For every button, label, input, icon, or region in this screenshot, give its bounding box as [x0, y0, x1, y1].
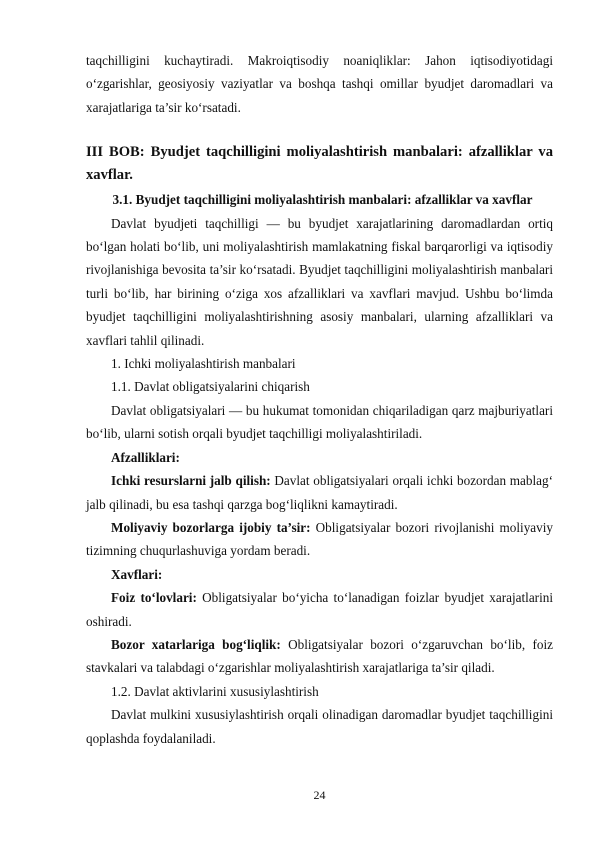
paragraph-bonds-definition: Davlat obligatsiyalari — bu hukumat tomonidan chiqariladigan qarz majburiyatlari bo‘lib, ularni sotish orqali byudjet taqchilligi moliyalashtiriladi. — [86, 402, 553, 442]
chapter-heading: III BOB: Byudjet taqchilligini moliyalashtirish manbalari: afzalliklar va xavflar. — [86, 144, 553, 183]
paragraph-privatization: Davlat mulkini xususiylashtirish orqali olinadigan daromadlar byudjet taqchilligini qoplashda foydalaniladi. — [86, 707, 553, 746]
list-item-government-bonds: 1.1. Davlat obligatsiyalarini chiqarish — [111, 379, 310, 395]
risk-term: Bozor xatarlariga bog‘liqlik: — [111, 636, 281, 652]
risk-term: Foiz to‘lovlari: — [111, 590, 197, 606]
risk-text: Obligatsiyalar bo‘yicha to‘lanadigan foizlar byudjet xarajatlarini oshiradi. — [86, 590, 554, 629]
advantages-heading-text: Afzalliklari: — [111, 449, 180, 465]
list-item-privatization: 1.2. Davlat aktivlarini xususiylashtirish — [111, 683, 319, 699]
risks-heading — [86, 563, 553, 586]
paragraph-continuation: taqchilligini kuchaytiradi. Makroiqtisodiy noaniqliklar: Jahon iqtisodiyotidagi o‘zgarishlar, geosiyosiy vaziyatlar va boshqa tashqi omillar byudjet daromadlari va xarajatlariga ta’sir ko‘rsatadi. — [86, 53, 553, 115]
risk-item — [86, 586, 553, 633]
paragraph-intro: Davlat byudjeti taqchilligi — bu byudjet xarajatlarining daromadlardan ortiq bo‘lgan holati bo‘lib, uni moliyalashtirish mamlakatning fiskal barqarorligi va iqtisodiy rivojlanishiga bevosita ta’sir ko‘rsatadi. Byudjet taqchilligini moliyalashtirish manbalari turli bo‘lib, har birining o‘ziga xos afzalliklari va xavflari mavjud. Ushbu bo‘limda byudjet taqchilligini moliyalashtirishning asosiy manbalari, ularning afzalliklari va xavflari tahlil qilinadi. — [86, 215, 553, 348]
page-number: 24 — [313, 788, 326, 802]
risk-item — [86, 633, 553, 680]
advantage-term: Moliyaviy bozorlarga ijobiy ta’sir: — [111, 519, 311, 535]
risk-text: Obligatsiyalar bozori o‘zgaruvchan bo‘lib, foiz stavkalari va talabdagi o‘zgarishlar moliyalashtirish xarajatlariga ta’sir qiladi. — [86, 636, 553, 676]
advantage-text: Obligatsiyalar bozori rivojlanishi moliyaviy tizimning chuqurlashuviga yordam beradi. — [86, 519, 553, 559]
advantages-heading — [86, 446, 553, 469]
document-page — [86, 49, 553, 750]
advantage-text: Davlat obligatsiyalari orqali ichki bozordan mablag‘ jalb qilinadi, bu esa tashqi qarzga bog‘liqlikni kamaytiradi. — [86, 473, 554, 512]
advantage-item — [86, 516, 553, 563]
advantage-item — [86, 469, 553, 516]
advantage-term: Ichki resurslarni jalb qilish: — [111, 473, 271, 489]
list-item-internal-sources: 1. Ichki moliyalashtirish manbalari — [111, 356, 296, 372]
section-heading: 3.1. Byudjet taqchilligini moliyalashtirish manbalari: afzalliklar va xavflar — [112, 192, 533, 208]
risks-heading-text: Xavflari: — [111, 566, 163, 582]
